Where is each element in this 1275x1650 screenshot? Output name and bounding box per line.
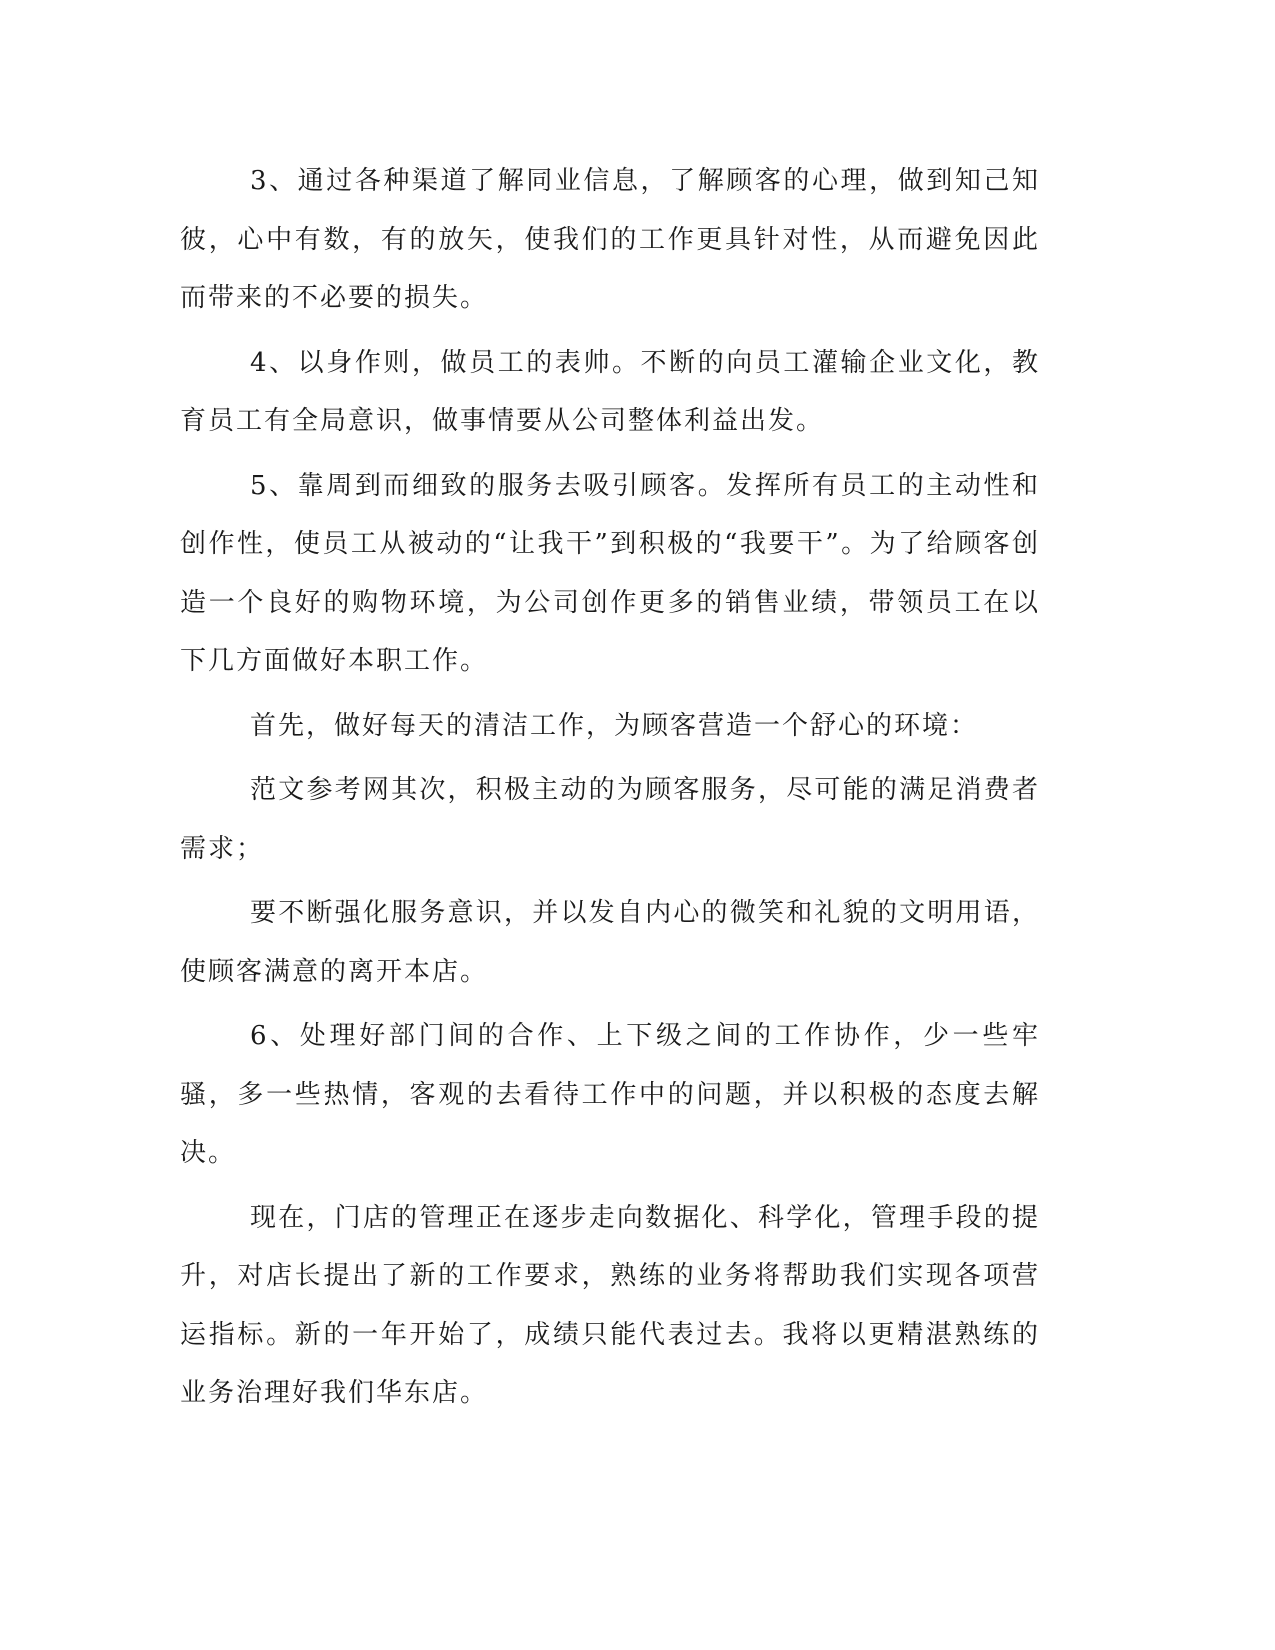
paragraph-first: 首先，做好每天的清洁工作，为顾客营造一个舒心的环境： [250, 710, 979, 741]
paragraph-item-4: 4、以身作则，做员工的表帅。不断的向员工灌输企业文化，教育员工有全局意识，做事情要从公司整体利益出发。 [180, 347, 1040, 436]
paragraph-item-3: 3、通过各种渠道了解同业信息，了解顾客的心理，做到知己知彼，心中有数，有的放矢，使我们的工作更具针对性，从而避免因此而带来的不必要的损失。 [180, 166, 1040, 313]
paragraph-second: 范文参考网其次，积极主动的为顾客服务，尽可能的满足消费者需求； [180, 775, 1040, 864]
paragraph-item-5: 5、靠周到而细致的服务去吸引顾客。发挥所有员工的主动性和创作性，使员工从被动的“让我干”到积极的“我要干”。为了给顾客创造一个良好的购物环境，为公司创作更多的销售业绩，带领员工在以下几方面做好本职工作。 [180, 470, 1040, 676]
paragraph-conclusion: 现在，门店的管理正在逐步走向数据化、科学化，管理手段的提升，对店长提出了新的工作要求，熟练的业务将帮助我们实现各项营运指标。新的一年开始了，成绩只能代表过去。我将以更精湛熟练的业务治理好我们华东店。 [180, 1202, 1040, 1408]
paragraph-item-6: 6、处理好部门间的合作、上下级之间的工作协作，少一些牢骚，多一些热情，客观的去看待工作中的问题，并以积极的态度去解决。 [180, 1021, 1040, 1168]
document-body [180, 152, 1040, 1429]
paragraph-service-awareness: 要不断强化服务意识，并以发自内心的微笑和礼貌的文明用语，使顾客满意的离开本店。 [180, 898, 1040, 987]
